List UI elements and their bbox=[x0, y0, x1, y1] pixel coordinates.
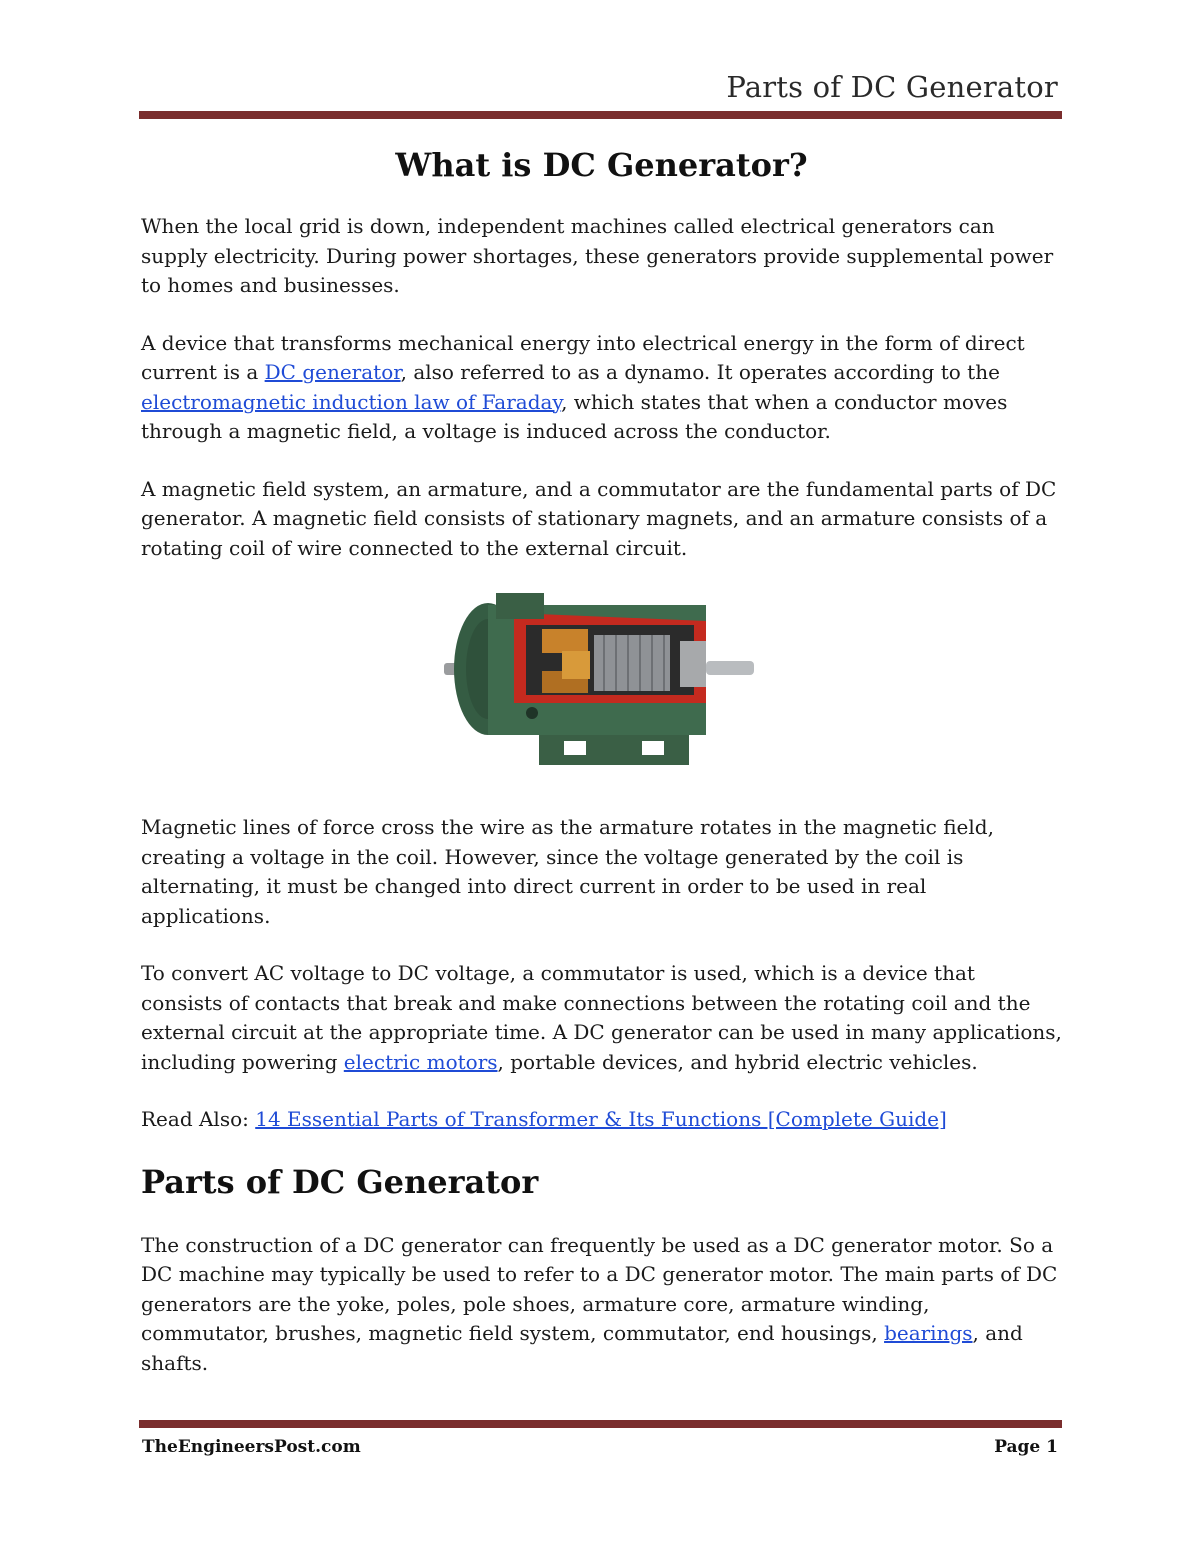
text-span: A device that transforms mechanical energy into electrical energy in the form of direct current is a bbox=[141, 330, 1025, 384]
transformer-parts-link[interactable]: 14 Essential Parts of Transformer & Its Functions [Complete Guide] bbox=[255, 1107, 947, 1131]
faraday-law-link[interactable]: electromagnetic induction law of Faraday bbox=[141, 389, 562, 414]
paragraph-magnetic-lines: Magnetic lines of force cross the wire as the armature rotates in the magnetic field, creating a voltage in the coil. However, since the voltage generated by the coil is alternating, it must be changed into direct current in order to be used in real applications. bbox=[141, 815, 994, 928]
footer-site-name: TheEngineersPost.com bbox=[142, 1437, 361, 1457]
dc-generator-figure bbox=[141, 591, 1062, 777]
footer-page-number: Page 1 bbox=[994, 1437, 1058, 1457]
read-also-label: Read Also: bbox=[141, 1107, 256, 1131]
paragraph-definition bbox=[141, 329, 1062, 447]
header-rule bbox=[139, 111, 1062, 119]
paragraph-intro: When the local grid is down, independent machines called electrical generators can supply electricity. During power shortages, these generators provide supplemental power to homes and businesses. bbox=[141, 214, 1054, 297]
section-heading: Parts of DC Generator bbox=[141, 1162, 539, 1201]
dc-generator-link[interactable]: DC generator bbox=[264, 360, 401, 384]
running-header: Parts of DC Generator bbox=[726, 70, 1058, 104]
paragraph-construction bbox=[141, 1231, 1062, 1379]
page-title: What is DC Generator? bbox=[395, 146, 808, 184]
footer-rule bbox=[139, 1420, 1062, 1428]
text-span: , which states that when a conductor moves through a magnetic field, a voltage is induced across the conductor. bbox=[141, 389, 1008, 443]
bearings-link[interactable]: bearings bbox=[884, 1321, 973, 1345]
paragraph-fundamentals: A magnetic field system, an armature, and a commutator are the fundamental parts of DC generator. A magnetic field consists of stationary magnets, and an armature consists of a rotating coil of wire connected to the external circuit. bbox=[141, 476, 1057, 560]
text-span: , also referred to as a dynamo. It operates according to the bbox=[400, 360, 1000, 384]
text-span: , and shafts. bbox=[141, 1321, 1023, 1375]
dc-generator-cutaway-image bbox=[444, 591, 756, 771]
read-also-line bbox=[141, 1105, 1062, 1135]
text-span: To convert AC voltage to DC voltage, a commutator is used, which is a device that consists of contacts that break and make connections between the rotating coil and the external circuit at the appropriate time. A DC generator can be used in many applications, including powering bbox=[141, 961, 1062, 1074]
text-span: , portable devices, and hybrid electric vehicles. bbox=[497, 1049, 978, 1074]
electric-motors-link[interactable]: electric motors bbox=[343, 1049, 498, 1074]
text-span: The construction of a DC generator can frequently be used as a DC generator motor. So a DC machine may typically be used to refer to a DC generator motor. The main parts of DC generators are the yoke, poles, pole shoes, armature core, armature winding, commutator, brushes, magnetic field system, commutator, end housings, bbox=[141, 1232, 1058, 1345]
paragraph-commutator bbox=[141, 959, 1062, 1077]
page-content bbox=[141, 146, 1062, 1406]
